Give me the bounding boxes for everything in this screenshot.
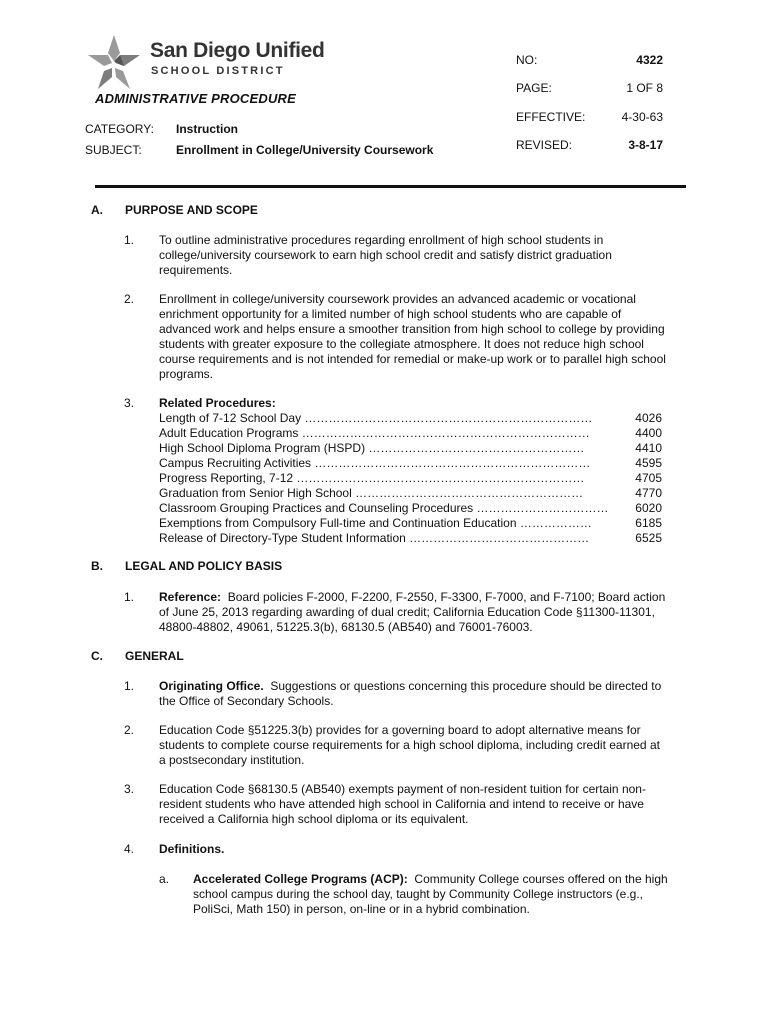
originating-office-text: Suggestions or questions concerning this procedure should be directed to the Office of Secondary Schools. <box>159 679 662 708</box>
reference-lead: Reference: <box>159 590 222 604</box>
item-number: 2. <box>124 292 135 306</box>
category-value: Instruction <box>176 122 238 136</box>
related-procedure-row <box>159 426 662 441</box>
related-procedure-row <box>159 411 662 426</box>
district-logo <box>84 33 324 93</box>
education-code-51225-paragraph: Education Code §51225.3(b) provides for a governing board to adopt alternative means for students to complete course requirements for a high school diploma, including credit earned at a postsecondary institution. <box>159 723 660 767</box>
category-label: CATEGORY: <box>85 122 154 136</box>
number-row <box>516 53 663 68</box>
procedure-title: Adult Education Programs ……………………………………………………………… <box>159 426 590 440</box>
purpose-paragraph: To outline administrative procedures regarding enrollment of high school students in college/university coursework to earn high school credit and satisfy district graduation requirements. <box>159 233 612 277</box>
header-divider <box>95 185 686 188</box>
procedure-title: Release of Directory-Type Student Information ……………………………………… <box>159 531 590 545</box>
acp-definition-paragraph <box>193 872 669 917</box>
originating-office-lead: Originating Office. <box>159 679 264 693</box>
section-letter: B. <box>91 559 103 573</box>
number-value: 4322 <box>636 53 663 67</box>
document-type: ADMINISTRATIVE PROCEDURE <box>95 91 297 106</box>
procedure-title: Exemptions from Compulsory Full-time and Continuation Education ……………… <box>159 516 592 530</box>
effective-row <box>516 110 663 125</box>
revised-label: REVISED: <box>516 138 573 152</box>
definitions-title: Definitions. <box>159 842 225 856</box>
item-number: 2. <box>124 723 135 737</box>
related-procedure-row <box>159 471 662 486</box>
related-procedure-row <box>159 516 662 531</box>
acp-definition-text: Community College courses offered on the high school campus during the school day, taught by Community College instructors (e.g., PoliSci, Math 150) in person, on-line or in a hybrid combination. <box>193 872 668 916</box>
page-row <box>516 81 663 96</box>
effective-value: 4-30-63 <box>621 110 663 124</box>
related-procedure-row <box>159 531 662 546</box>
sub-item-letter: a. <box>159 872 170 886</box>
item-number: 4. <box>124 842 135 856</box>
procedure-title: Length of 7-12 School Day ……………………………………………………………… <box>159 411 593 425</box>
star-logo-icon <box>84 33 144 93</box>
procedure-code: 6525 <box>635 531 662 545</box>
logo-subtitle: SCHOOL DISTRICT <box>151 65 285 77</box>
education-code-68130-paragraph: Education Code §68130.5 (AB540) exempts payment of non-resident tuition for certain non-resident students who have attended high school in California and intend to receive or have received a California high school diploma or its equivalent. <box>159 782 646 826</box>
procedure-code: 6185 <box>635 516 662 530</box>
related-procedure-row <box>159 441 662 456</box>
section-letter: A. <box>91 203 103 217</box>
procedure-code: 4770 <box>635 486 662 500</box>
reference-paragraph <box>159 590 669 635</box>
page-label: PAGE: <box>516 81 552 95</box>
procedure-title: Progress Reporting, 7-12 ……………………………………………………………… <box>159 471 585 485</box>
procedure-code: 6020 <box>635 501 662 515</box>
section-title: GENERAL <box>125 649 184 663</box>
item-number: 1. <box>124 590 135 604</box>
subject-label: SUBJECT: <box>85 143 142 157</box>
page-value: 1 OF 8 <box>626 81 663 95</box>
procedure-code: 4026 <box>635 411 662 425</box>
related-procedure-row <box>159 456 662 471</box>
procedure-title: Graduation from Senior High School ………………………………………………… <box>159 486 584 500</box>
procedure-code: 4595 <box>635 456 662 470</box>
logo-name: San Diego Unified <box>150 39 325 62</box>
procedure-title: High School Diploma Program (HSPD) ……………………………………………… <box>159 441 585 455</box>
reference-text: Board policies F-2000, F-2200, F-2550, F-3300, F-7000, and F-7100; Board action of June 25, 2013 regarding awarding of dual credit; California Education Code §11300-11301, 48800-48802, 49061, 51225.3(b), 68130.5 (AB540) and 76001-76003. <box>159 590 666 634</box>
procedure-code: 4400 <box>635 426 662 440</box>
item-number: 1. <box>124 233 135 247</box>
scope-paragraph: Enrollment in college/university coursework provides an advanced academic or vocational enrichment opportunity for a limited number of high school students who are capable of advanced work and helps ensure a smoother transition from high school to college by providing students with greater exposure to the collegiate atmosphere. It does not reduce high school course requirements and is not intended for remedial or make-up work or to parallel high school programs. <box>159 292 666 381</box>
acp-definition-lead: Accelerated College Programs (ACP): <box>193 872 408 886</box>
related-procedure-row <box>159 501 662 516</box>
related-procedure-row <box>159 486 662 501</box>
revised-value: 3-8-17 <box>628 138 663 152</box>
procedure-code: 4410 <box>635 441 662 455</box>
revised-row <box>516 138 663 153</box>
item-number: 1. <box>124 679 135 693</box>
subject-value: Enrollment in College/University Coursework <box>176 143 434 157</box>
section-title: LEGAL AND POLICY BASIS <box>125 559 283 573</box>
item-number: 3. <box>124 782 135 796</box>
procedure-code: 4705 <box>635 471 662 485</box>
originating-office-paragraph <box>159 679 669 709</box>
related-procedures-title: Related Procedures: <box>159 396 276 410</box>
procedure-title: Classroom Grouping Practices and Counseling Procedures …………………………… <box>159 501 609 515</box>
item-number: 3. <box>124 396 135 410</box>
section-title: PURPOSE AND SCOPE <box>125 203 258 217</box>
section-letter: C. <box>91 649 103 663</box>
number-label: NO: <box>516 53 538 67</box>
effective-label: EFFECTIVE: <box>516 110 586 124</box>
procedure-title: Campus Recruiting Activities …………………………………………………………… <box>159 456 591 470</box>
